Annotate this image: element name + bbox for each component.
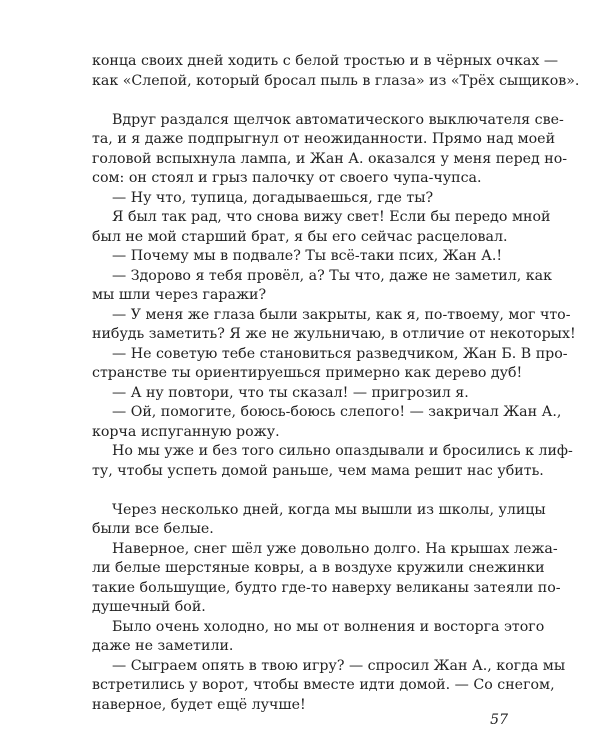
text-line: — Здорово я тебя провёл, а? Ты что, даже не заметил, как (112, 267, 552, 284)
text-line: даже не заметили. (92, 638, 234, 654)
text-line: как «Слепой, который бросал пыль в глаза» из «Трёх сыщиков». (92, 72, 580, 89)
text-line: сом: он стоял и грыз палочку от своего чупа-чупса. (92, 170, 482, 186)
text-line: был не мой старший брат, я бы его сейчас расцеловал. (92, 228, 508, 245)
text-line: — Почему мы в подвале? Ты всё-таки псих, Жан А.! (112, 248, 503, 264)
text-line: та, и я даже подпрыгнул от неожиданности. Прямо над моей (92, 131, 556, 147)
text-line: Но мы уже и без того сильно опаздывали и бросились к лиф- (112, 443, 573, 459)
text-line: — У меня же глаза были закрыты, как я, по-твоему, мог что- (112, 306, 571, 323)
text-line: — Не советую тебе становиться разведчиком, Жан Б. В про- (112, 345, 568, 362)
text-line: Было очень холодно, но мы от волнения и восторга этого (112, 618, 545, 635)
text-line: ту, чтобы успеть домой раньше, чем мама решит нас убить. (92, 462, 544, 479)
text-line: мы шли через гаражи? (92, 287, 267, 303)
section-break (92, 91, 508, 111)
text-line: нибудь заметить? Я же не жульничаю, в отличие от некоторых! (92, 326, 576, 342)
text-line: встретились у ворот, чтобы вместе идти домой. — Со снегом, (92, 677, 555, 693)
text-line: наверное, будет ещё лучше! (92, 696, 306, 713)
text-line: такие большущие, будто где-то наверху великаны затеяли по- (92, 579, 561, 596)
text-line: Наверное, снег шёл уже довольно долго. На крышах лежа- (112, 540, 558, 557)
body-text (92, 52, 580, 715)
text-line: были все белые. (92, 521, 214, 537)
text-line: странстве ты ориентируешься примерно как дерево дуб! (92, 365, 523, 381)
text-line: — А ну повтори, что ты сказал! — пригрозил я. (112, 384, 469, 401)
text-line: корча испуганную рожу. (92, 423, 280, 440)
text-line: — Ой, помогите, боюсь-боюсь слепого! — закричал Жан А., (112, 404, 562, 420)
text-line: Вдруг раздался щелчок автоматического выключателя све- (112, 111, 564, 128)
text-line: Я был так рад, что снова вижу свет! Если бы передо мной (112, 209, 551, 225)
text-line: — Сыграем опять в твою игру? — спросил Жан А., когда мы (112, 657, 566, 674)
text-line: — Ну что, тупица, догадываешься, где ты? (112, 189, 434, 206)
text-line: ли белые шерстяные ковры, а в воздухе кружили снежинки (92, 560, 545, 576)
text-line: конца своих дней ходить с белой тростью и в чёрных очках — (92, 53, 559, 69)
section-break (92, 481, 508, 501)
page-number: 57 (490, 712, 508, 728)
text-line: Через несколько дней, когда мы вышли из школы, улицы (112, 501, 546, 518)
text-line: душечный бой. (92, 599, 206, 615)
text-line: головой вспыхнула лампа, и Жан А. оказался у меня перед но- (92, 150, 568, 167)
